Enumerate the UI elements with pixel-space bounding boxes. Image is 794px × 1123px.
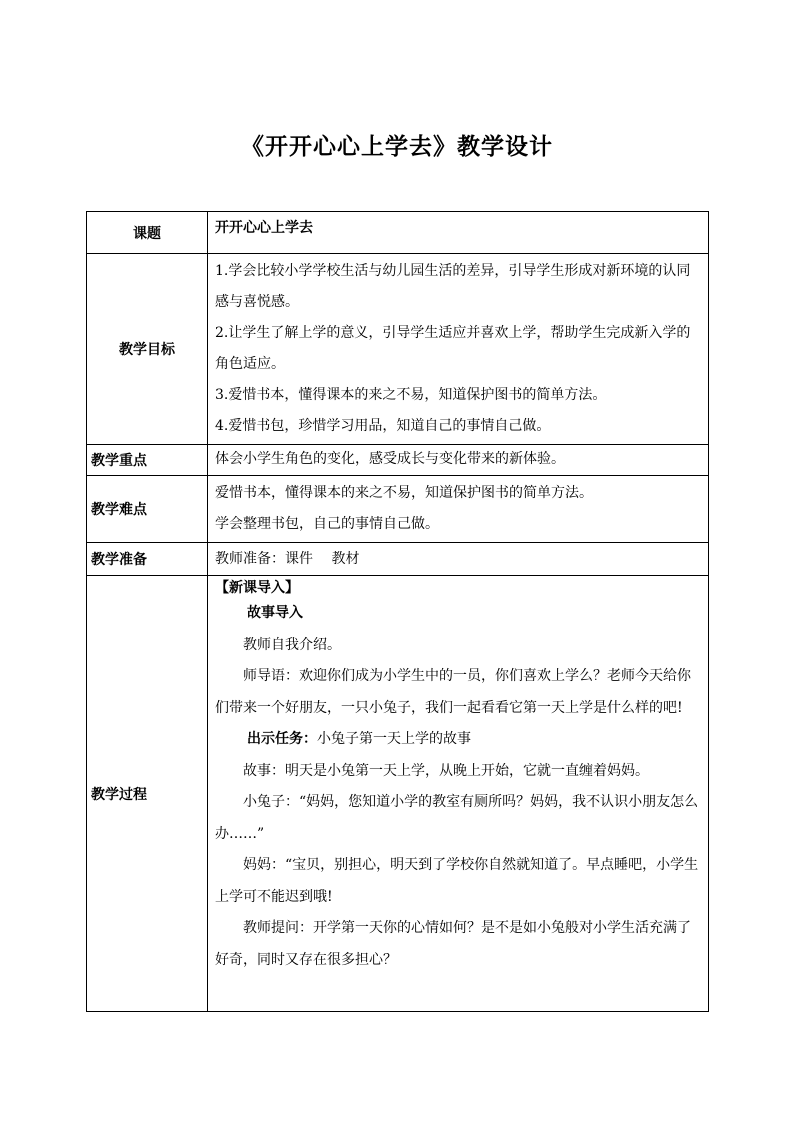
task-text: 小兔子第一天上学的故事 — [317, 731, 471, 747]
section-title: 【新课导入】 — [215, 580, 299, 596]
label-prep: 教学准备 — [87, 543, 208, 576]
label-goals: 教学目标 — [87, 254, 208, 445]
row-difficulty — [87, 476, 709, 543]
label-topic: 课题 — [87, 212, 208, 254]
sub-title: 故事导入 — [247, 605, 303, 621]
process-paragraph: 小兔子：“妈妈，您知道小学的教室有厕所吗？妈妈，我不认识小朋友怎么办……” — [215, 794, 699, 842]
row-goals — [87, 254, 709, 445]
task-label: 出示任务： — [247, 731, 317, 747]
value-key: 体会小学生角色的变化，感受成长与变化带来的新体验。 — [208, 445, 709, 476]
process-paragraph: 教师提问：开学第一天你的心情如何？是不是如小兔般对小学生活充满了好奇，同时又存在很多担心？ — [215, 920, 691, 968]
row-prep — [87, 543, 709, 576]
difficulty-item: 学会整理书包，自己的事情自己做。 — [215, 516, 439, 532]
value-difficulty — [208, 476, 709, 543]
process-paragraph: 故事：明天是小兔第一天上学，从晚上开始，它就一直缠着妈妈。 — [243, 762, 649, 779]
row-topic — [87, 212, 709, 254]
task-line — [215, 724, 702, 756]
value-prep: 教师准备：课件 教材 — [208, 543, 709, 576]
row-key — [87, 445, 709, 476]
goal-item: 4.爱惜书包，珍惜学习用品，知道自己的事情自己做。 — [215, 418, 551, 434]
row-process — [87, 576, 709, 1012]
value-process — [208, 576, 709, 1012]
process-paragraph: 师导语：欢迎你们成为小学生中的一员，你们喜欢上学么？老师今天给你们带来一个好朋友，一只小兔子，我们一起看看它第一天上学是什么样的吧! — [215, 668, 691, 716]
label-difficulty: 教学难点 — [87, 476, 208, 543]
goal-item: 3.爱惜书本，懂得课本的来之不易，知道保护图书的简单方法。 — [215, 387, 607, 403]
process-paragraph: 教师自我介绍。 — [243, 636, 341, 653]
page-title: 《开开心心上学去》教学设计 — [241, 134, 553, 160]
value-goals — [208, 254, 709, 445]
label-process: 教学过程 — [87, 576, 208, 1012]
goal-item: 1.学会比较小学学校生活与幼儿园生活的差异，引导学生形成对新环境的认同感与喜悦感。 — [215, 263, 691, 310]
difficulty-item: 爱惜书本，懂得课本的来之不易，知道保护图书的简单方法。 — [215, 485, 593, 501]
value-topic: 开开心心上学去 — [208, 212, 709, 254]
lesson-plan-table — [86, 211, 709, 1012]
process-paragraph: 妈妈：“宝贝，别担心，明天到了学校你自然就知道了。早点睡吧，小学生上学可不能迟到哦! — [215, 857, 699, 905]
goal-item: 2.让学生了解上学的意义，引导学生适应并喜欢上学，帮助学生完成新入学的角色适应。 — [215, 325, 691, 372]
label-key: 教学重点 — [87, 445, 208, 476]
